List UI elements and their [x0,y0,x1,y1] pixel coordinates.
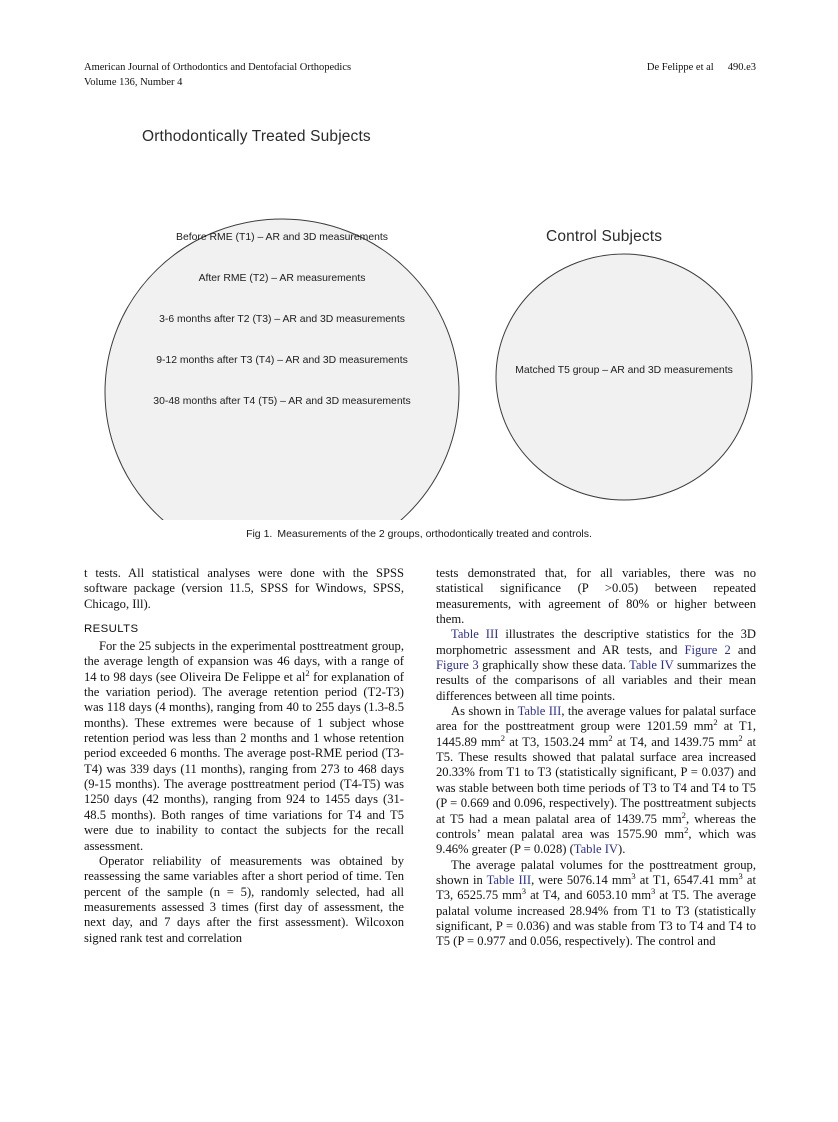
paragraph-results-5-part-d: at T3, 6525.75 mm [436,872,756,903]
control-measurement-item: Matched T5 group – AR and 3D measurements [515,365,733,376]
paragraph-results-4-part-c: at T1, 1445.89 mm [436,719,756,749]
link-table-iii[interactable]: Table III [517,704,562,719]
link-table-iv[interactable]: Table IV [629,658,674,673]
link-figure-2[interactable]: Figure 2 [684,642,731,657]
paragraph-results-2: Operator reliability of measurements was obtained by reassessing the same variables after a short period of time. Ten percent of the sample (n = 5), randomly selected, had all measurements assessed 3 times (first day of assessment, the next day, and 7 days after the first assessment). Wilcoxon signed rank test and correlation [84,853,404,945]
paragraph-results-5-part-a: The average palatal volumes for the posttreatment group, shown in [436,857,756,887]
paragraph-results-5-part-f: at T5. The average palatal volume increased 28.94% from T1 to T3 (statistically significant, P = 0.036) and was stable from T3 to T4 and T4 to T5 (P = 0.977 and 0.056, respectively). The control and [436,888,756,949]
unit-superscript: 2 [684,824,689,835]
treated-measurement-item: Before RME (T1) – AR and 3D measurements [176,232,388,243]
paragraph-results-5 [436,858,756,950]
paragraph-continued-reliability: tests demonstrated that, for all variables, there was no statistical significance (P >0.05) between repeated measurements, with agreement of 80% or higher between them. [436,566,756,627]
paragraph-results-3-part-d: summarizes the results of the comparisons of all variables and their mean differences between all time points. [436,658,756,703]
control-group-measurement-list [490,365,758,377]
paragraph-results-5-part-e: at T4, and 6053.10 mm [526,888,652,903]
figure-caption-text: Measurements of the 2 groups, orthodontically treated and controls. [277,528,592,540]
treated-group-title: Orthodontically Treated Subjects [142,128,371,145]
paragraph-results-3-part-a: illustrates the descriptive statistics for the 3D morphometric assessment and AR tests, and [436,627,756,657]
paragraph-results-1-part-b: for explanation of the variation period). The average retention period (T2-T3) was 118 days (4 months), ranging from 40 to 255 days (1.3-8.5 months). These extremes were because of 1 subject whose retention period was less than 2 months and 1 whose retention period exceeded 6 months. The average post-RME period (T3-T4) was 339 days (11 months), ranging from 273 to 468 days (9-15 months). The average posttreatment period (T4-T5) was 1250 days (42 months), ranging from 924 to 1455 days (31-48.5 months). Both ranges of time variations for T4 and T5 were due to inability to contact the subjects for the recall assessment. [84,669,404,853]
body-columns [84,566,756,950]
paragraph-results-3-part-b: and [730,642,757,657]
link-table-iv[interactable]: Table IV [573,842,619,857]
link-table-iii[interactable]: Table III [486,872,532,887]
paragraph-results-4-part-f: at T5. These results showed that palatal surface area increased 20.33% from T1 to T3 (statistically significant, P = 0.037) and was stable between both time periods of T3 to T4 and T4 to T5 (P = 0.669 and 0.096, respectively). The posttreatment subjects at T5 had a mean palatal area of 1439.75 mm [436,734,756,826]
paragraph-results-1-part-a: For the 25 subjects in the experimental posttreatment group, the average length of expansion was 46 days, with a range of 14 to 98 days (see Oliveira De Felippe et al [84,639,404,684]
unit-superscript: 2 [608,732,613,743]
treated-measurement-item: 30-48 months after T4 (T5) – AR and 3D measurements [153,396,411,407]
paragraph-results-1 [84,639,404,854]
paragraph-results-5-part-c: at T1, 6547.41 mm [635,872,739,887]
paragraph-results-4-part-a: As shown in [451,704,518,719]
unit-superscript: 3 [631,870,636,881]
right-column [436,566,756,950]
control-subjects-bubble [496,254,752,500]
paragraph-results-4-part-h: , which was 9.46% greater (P = 0.028) ( [436,826,756,857]
paragraph-continued-methods: t tests. All statistical analyses were done with the SPSS software package (version 11.5, SPSS for Windows, SPSS, Chicago, Ill). [84,566,404,611]
volume-issue: Volume 136, Number 4 [84,77,183,88]
running-head-authors: De Felippe et al [646,62,714,73]
page-number: 490.e3 [727,62,756,73]
section-heading-results: RESULTS [84,623,139,636]
unit-superscript: 2 [681,809,686,820]
unit-superscript: 3 [738,870,743,881]
unit-superscript: 2 [738,732,743,743]
left-column [84,566,404,950]
link-figure-3[interactable]: Figure 3 [436,658,479,673]
journal-name: American Journal of Orthodontics and Dentofacial Orthopedics [84,62,352,73]
figure-1-caption [0,528,838,540]
unit-superscript: 3 [651,886,656,897]
paragraph-results-5-part-b: , were 5076.14 mm [531,872,632,887]
paragraph-results-4-part-g: , whereas the controls’ mean palatal area was 1575.90 mm [436,811,756,841]
treated-group-measurement-list [105,232,459,437]
treated-measurement-item: 3-6 months after T2 (T3) – AR and 3D measurements [159,314,405,325]
paragraph-results-4-part-i: ). [618,842,626,857]
paragraph-results-4-part-b: , the average values for palatal surface area for the posttreatment group were 1201.59 mm [436,704,756,734]
control-group-title: Control Subjects [546,228,663,245]
reference-superscript: 2 [305,667,310,678]
running-head [84,60,756,90]
paragraph-results-3 [436,627,756,704]
unit-superscript: 2 [500,732,506,743]
paragraph-results-3-part-c: graphically show these data. [478,658,630,673]
paragraph-results-4-part-e: at T4, and 1439.75 mm [612,734,739,749]
figure-1 [0,110,838,560]
paragraph-results-4-part-d: at T3, 1503.24 mm [505,734,609,749]
treated-measurement-item: 9-12 months after T3 (T4) – AR and 3D measurements [156,355,408,366]
treated-measurement-item: After RME (T2) – AR measurements [198,273,366,284]
link-table-iii[interactable]: Table III [451,627,499,642]
figure-caption-label: Fig 1. [246,528,273,540]
paragraph-results-4 [436,704,756,857]
unit-superscript: 2 [713,717,718,728]
unit-superscript: 3 [521,886,527,897]
